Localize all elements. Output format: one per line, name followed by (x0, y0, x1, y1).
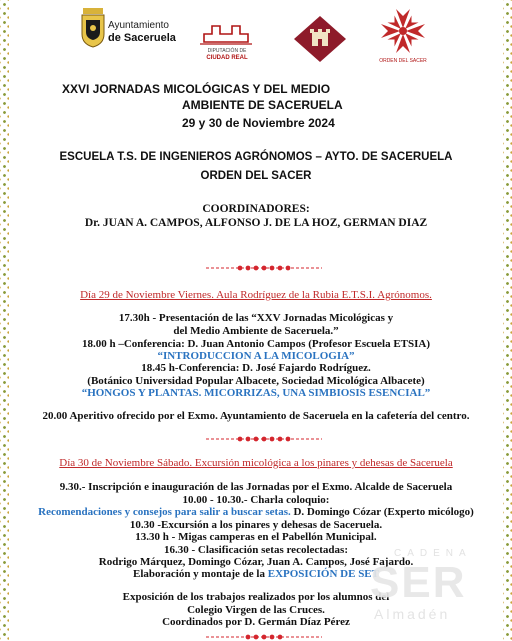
diputacion-text: DIPUTACIÓN DE (207, 48, 247, 54)
day1-line-1: 17.30h - Presentación de las “XXV Jornadas Micológicas y (118, 312, 394, 324)
orden-del-sacer-logo (372, 6, 434, 68)
day2-exposicion-prefix: Elaboración y montaje de la (132, 568, 268, 580)
day2-heading: Día 30 de Noviembre Sábado. Excursión micológica a los pinares y dehesas de Saceruela (59, 457, 453, 469)
diputacion-logo (190, 12, 262, 62)
title-line-2: AMBIENTE DE SACERUELA (182, 98, 343, 112)
day2-line-5: 13.30 h - Migas camperas en el Pabellón Municipal. (135, 531, 377, 543)
diputacion-emblem-icon (190, 12, 262, 48)
organizer-line-2: ORDEN DEL SACER (200, 170, 312, 182)
logo-bar (0, 4, 512, 70)
day1-line-2: del Medio Ambiente de Saceruela.” (173, 325, 339, 337)
ciudad-real-text: CIUDAD REAL (206, 55, 248, 61)
maltese-cross-icon (372, 6, 434, 58)
coordinators-names: Dr. JUAN A. CAMPOS, ALFONSO J. DE LA HOZ, GERMAN DIAZ (84, 217, 428, 229)
saceruela-text: de Saceruela (108, 32, 176, 44)
organizer-line-1: ESCUELA T.S. DE INGENIEROS AGRÓNOMOS – AYTO. DE SACERUELA (59, 151, 453, 163)
coordinators-heading: COORDINADORES: (202, 203, 310, 215)
day2-line-6: 16.30 - Clasificación setas recolectadas: (163, 544, 348, 556)
town-shield-icon (80, 8, 106, 48)
day2-line-3 (0, 506, 512, 518)
day1-aperitivo: 20.00 Aperitivo ofrecido por el Exmo. Ayuntamiento de Saceruela en la cafetería del centro. (42, 410, 470, 422)
day2-line-11: Coordinados por D. Germán Díaz Pérez (162, 616, 350, 628)
castilla-la-mancha-logo (292, 14, 348, 64)
separator-ornament-1 (206, 264, 322, 272)
day1-heading: Día 29 de Noviembre Viernes. Aula Rodríguez de la Rubia E.T.S.I. Agrónomos. (80, 289, 432, 301)
watermark-ser: SER (370, 558, 467, 607)
watermark-almaden: Almadén (374, 606, 451, 622)
orden-del-sacer-text: ORDEN DEL SACER (379, 58, 427, 64)
day2-line-8 (0, 568, 512, 580)
day1-talk-1-title: “INTRODUCCION A LA MICOLOGIA” (157, 350, 355, 362)
castle-diamond-icon (292, 14, 348, 64)
watermark-cadena: CADENA (394, 548, 472, 559)
day2-line-4: 10.30 -Excursión a los pinares y dehesas de Saceruela. (129, 519, 383, 531)
ayuntamiento-logo (80, 8, 190, 58)
day2-line-10: Colegio Virgen de las Cruces. (187, 604, 325, 616)
day2-talk-title: Recomendaciones y consejos para salir a buscar setas. (38, 506, 291, 518)
day2-line-9: Exposición de los trabajos realizados por los alumnos del (122, 591, 390, 603)
day2-exposicion-title: EXPOSICIÓN DE SET (267, 568, 379, 580)
title-line-1: XXVI JORNADAS MICOLÓGICAS Y DEL MEDIO (62, 82, 331, 96)
day2-line-7: Rodrigo Márquez, Domingo Cózar, Juan A. Campos, José Fajardo. (98, 556, 414, 568)
day1-line-5: 18.45 h-Conferencia: D. José Fajardo Rodríguez. (141, 362, 371, 374)
day1-talk-2-title: “HONGOS Y PLANTAS. MICORRIZAS, UNA SIMBIOSIS ESENCIAL” (81, 387, 431, 399)
separator-ornament-2 (206, 435, 322, 443)
day1-line-6: (Botánico Universidad Popular Albacete, Sociedad Micológica Albacete) (87, 375, 425, 387)
day2-line-2: 10.00 - 10.30.- Charla coloquio: (182, 494, 330, 506)
day2-line-1: 9.30.- Inscripción e inauguración de las Jornadas por el Exmo. Alcalde de Saceruela (59, 481, 453, 493)
event-dates: 29 y 30 de Noviembre 2024 (182, 116, 335, 130)
day2-talk-speaker: D. Domingo Cózar (Experto micólogo) (290, 506, 474, 518)
day1-line-3: 18.00 h –Conferencia: D. Juan Antonio Campos (Profesor Escuela ETSIA) (81, 338, 431, 350)
ayuntamiento-text: Ayuntamiento (108, 20, 169, 31)
